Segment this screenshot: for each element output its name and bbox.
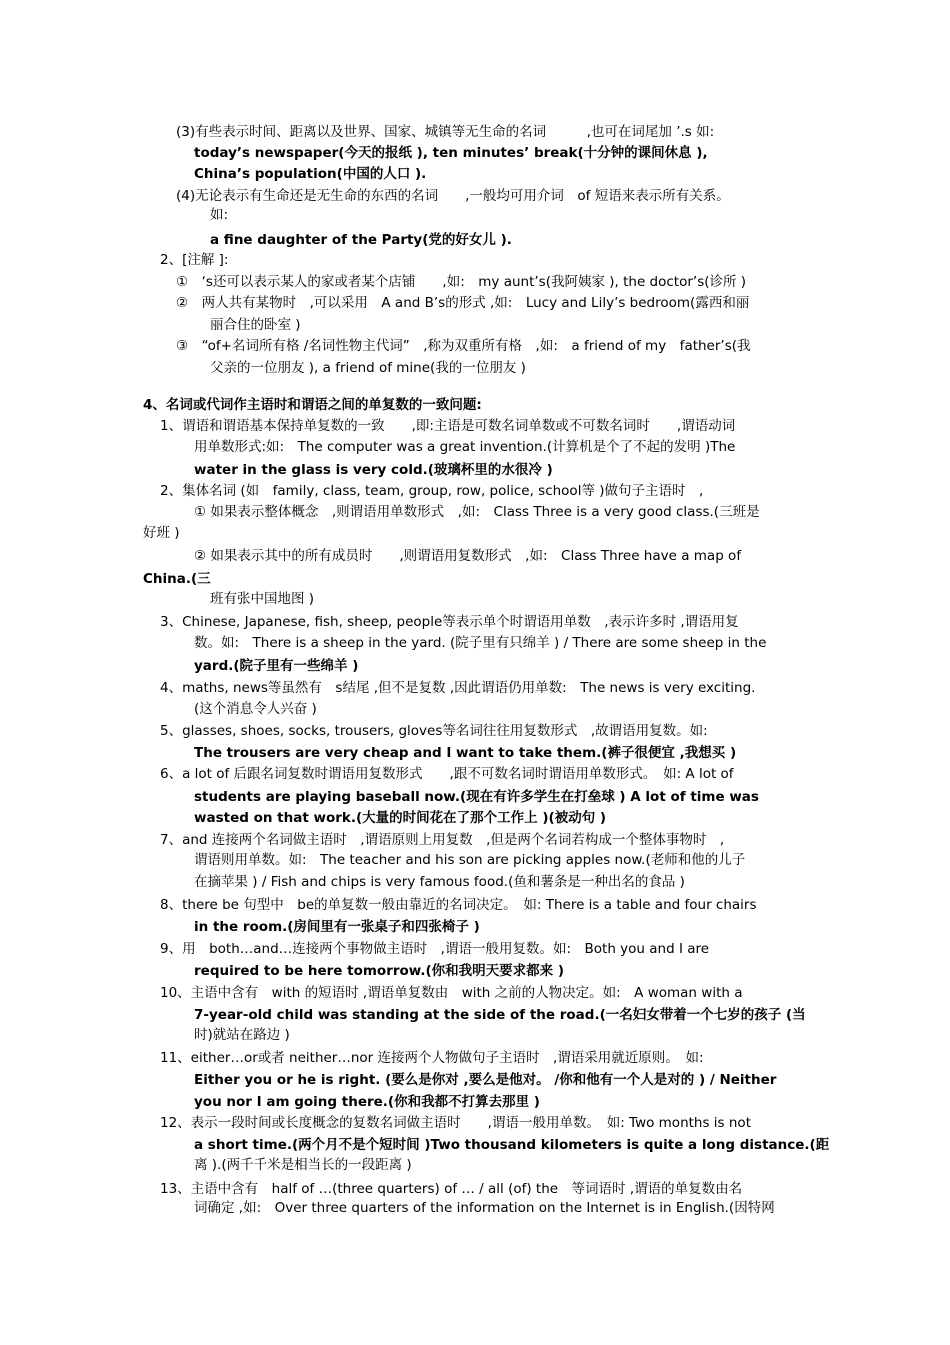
text-line: in the room.(房间里有一张桌子和四张椅子 ) (194, 919, 480, 935)
text-line: 6、a lot of 后跟名词复数时谓语用复数形式 ,跟不可数名词时谓语用单数形式。 如: A lot of (160, 766, 734, 782)
text-line: yard.(院子里有一些绵羊 ) (194, 658, 359, 674)
text-line: ① 如果表示整体概念 ,则谓语用单数形式 ,如: Class Three is a very good class.(三班是 (194, 504, 760, 520)
text-line: wasted on that work.(大量的时间花在了那个工作上 )(被动句 ) (194, 810, 607, 826)
text-line: (3)有些表示时间、距离以及世界、国家、城镇等无生命的名词 ,也可在词尾加 ’.s 如: (176, 124, 715, 140)
text-line: 9、用 both…and…连接两个事物做主语时 ,谓语一般用复数。如: Both you and I are (160, 941, 710, 957)
text-line: you nor I am going there.(你和我都不打算去那里 ) (194, 1094, 540, 1110)
text-line: ② 如果表示其中的所有成员时 ,则谓语用复数形式 ,如: Class Three have a map of (194, 548, 742, 564)
text-line: 11、either…or或者 neither…nor 连接两个人物做句子主语时 ,谓语采用就近原则。 如: (160, 1050, 704, 1066)
text-line: 2、集体名词 (如 family, class, team, group, row, police, school等 )做句子主语时 , (160, 483, 704, 499)
text-line: Either you or he is right. (要么是你对 ,要么是他对。 /你和他有一个人是对的 ) / Neither (194, 1072, 777, 1088)
text-line: 1、谓语和谓语基本保持单复数的一致 ,即:主语是可数名词单数或不可数名词时 ,谓语动词 (160, 418, 736, 434)
text-line: a short time.(两个月不是个短时间 )Two thousand kilometers is quite a long distance.(距 (194, 1137, 830, 1153)
text-line: (4)无论表示有生命还是无生命的东西的名词 ,一般均可用介词 of 短语来表示所有关系。 (176, 188, 730, 204)
text-line: 如: (210, 207, 229, 223)
text-line: ③ “of+名词所有格 /名词性物主代词” ,称为双重所有格 ,如: a friend of my father’s(我 (176, 338, 751, 354)
text-line: The trousers are very cheap and I want to take them.(裤子很便宜 ,我想买 ) (194, 745, 737, 761)
text-line: 数。如: There is a sheep in the yard. (院子里有只绵羊 ) / There are some sheep in the (194, 635, 767, 651)
text-line: 5、glasses, shoes, socks, trousers, gloves等名词往往用复数形式 ,故谓语用复数。如: (160, 723, 708, 739)
text-line: required to be here tomorrow.(你和我明天要求都来 ) (194, 963, 565, 979)
text-line: 4、maths, news等虽然有 s结尾 ,但不是复数 ,因此谓语仍用单数: The news is very exciting. (160, 680, 756, 696)
text-line: 丽合住的卧室 ) (210, 317, 301, 333)
text-line: 好班 ) (143, 525, 180, 541)
text-line: water in the glass is very cold.(玻璃杯里的水很冷 ) (194, 462, 553, 478)
text-line: China.(三 (143, 571, 211, 587)
text-line: 13、主语中含有 half of …(three quarters) of … / all (of) the 等词语时 ,谓语的单复数由名 (160, 1181, 743, 1197)
text-line: 用单数形式:如: The computer was a great invention.(计算机是个了不起的发明 )The (194, 439, 736, 455)
text-line: 8、there be 句型中 be的单复数一般由靠近的名词决定。 如: There is a table and four chairs (160, 897, 757, 913)
text-line: 在摘苹果 ) / Fish and chips is very famous food.(鱼和薯条是一种出名的食品 ) (194, 874, 685, 890)
text-line: a fine daughter of the Party(党的好女儿 ). (210, 232, 512, 248)
text-line: 12、表示一段时间或长度概念的复数名词做主语时 ,谓语一般用单数。 如: Two months is not (160, 1115, 751, 1131)
text-line: today’s newspaper(今天的报纸 ), ten minutes’ break(十分钟的课间休息 ), (194, 145, 708, 161)
text-line: 时)就站在路边 ) (194, 1027, 290, 1043)
text-line: 7-year-old child was standing at the side of the road.(一名妇女带着一个七岁的孩子 (当 (194, 1007, 806, 1023)
section-heading: 4、名词或代词作主语时和谓语之间的单复数的一致问题: (143, 397, 482, 413)
text-line: 词确定 ,如: Over three quarters of the information on the Internet is in English.(因特网 (194, 1200, 775, 1216)
text-line: 父亲的一位朋友 ), a friend of mine(我的一位朋友 ) (210, 360, 526, 376)
text-line: 10、主语中含有 with 的短语时 ,谓语单复数由 with 之前的人物决定。如: A woman with a (160, 985, 743, 1001)
text-line: 3、Chinese, Japanese, fish, sheep, people等表示单个时谓语用单数 ,表示许多时 ,谓语用复 (160, 614, 739, 630)
text-line: students are playing baseball now.(现在有许多学生在打垒球 ) A lot of time was (194, 789, 759, 805)
text-line: 离 ).(两千千米是相当长的一段距离 ) (194, 1157, 412, 1173)
section-heading: 2、[注解 ]: (160, 252, 229, 268)
text-line: (这个消息令人兴奋 ) (194, 701, 317, 717)
text-line: 7、and 连接两个名词做主语时 ,谓语原则上用复数 ,但是两个名词若构成一个整体事物时 , (160, 832, 725, 848)
text-line: ① ‘s还可以表示某人的家或者某个店铺 ,如: my aunt’s(我阿姨家 ), the doctor’s(诊所 ) (176, 274, 747, 290)
text-line: 班有张中国地图 ) (210, 591, 315, 607)
text-line: 谓语则用单数。如: The teacher and his son are picking apples now.(老师和他的儿子 (194, 852, 746, 868)
text-line: ② 两人共有某物时 ,可以采用 A and B’s的形式 ,如: Lucy and Lily’s bedroom(露西和丽 (176, 295, 750, 311)
text-line: China’s population(中国的人口 ). (194, 166, 427, 182)
